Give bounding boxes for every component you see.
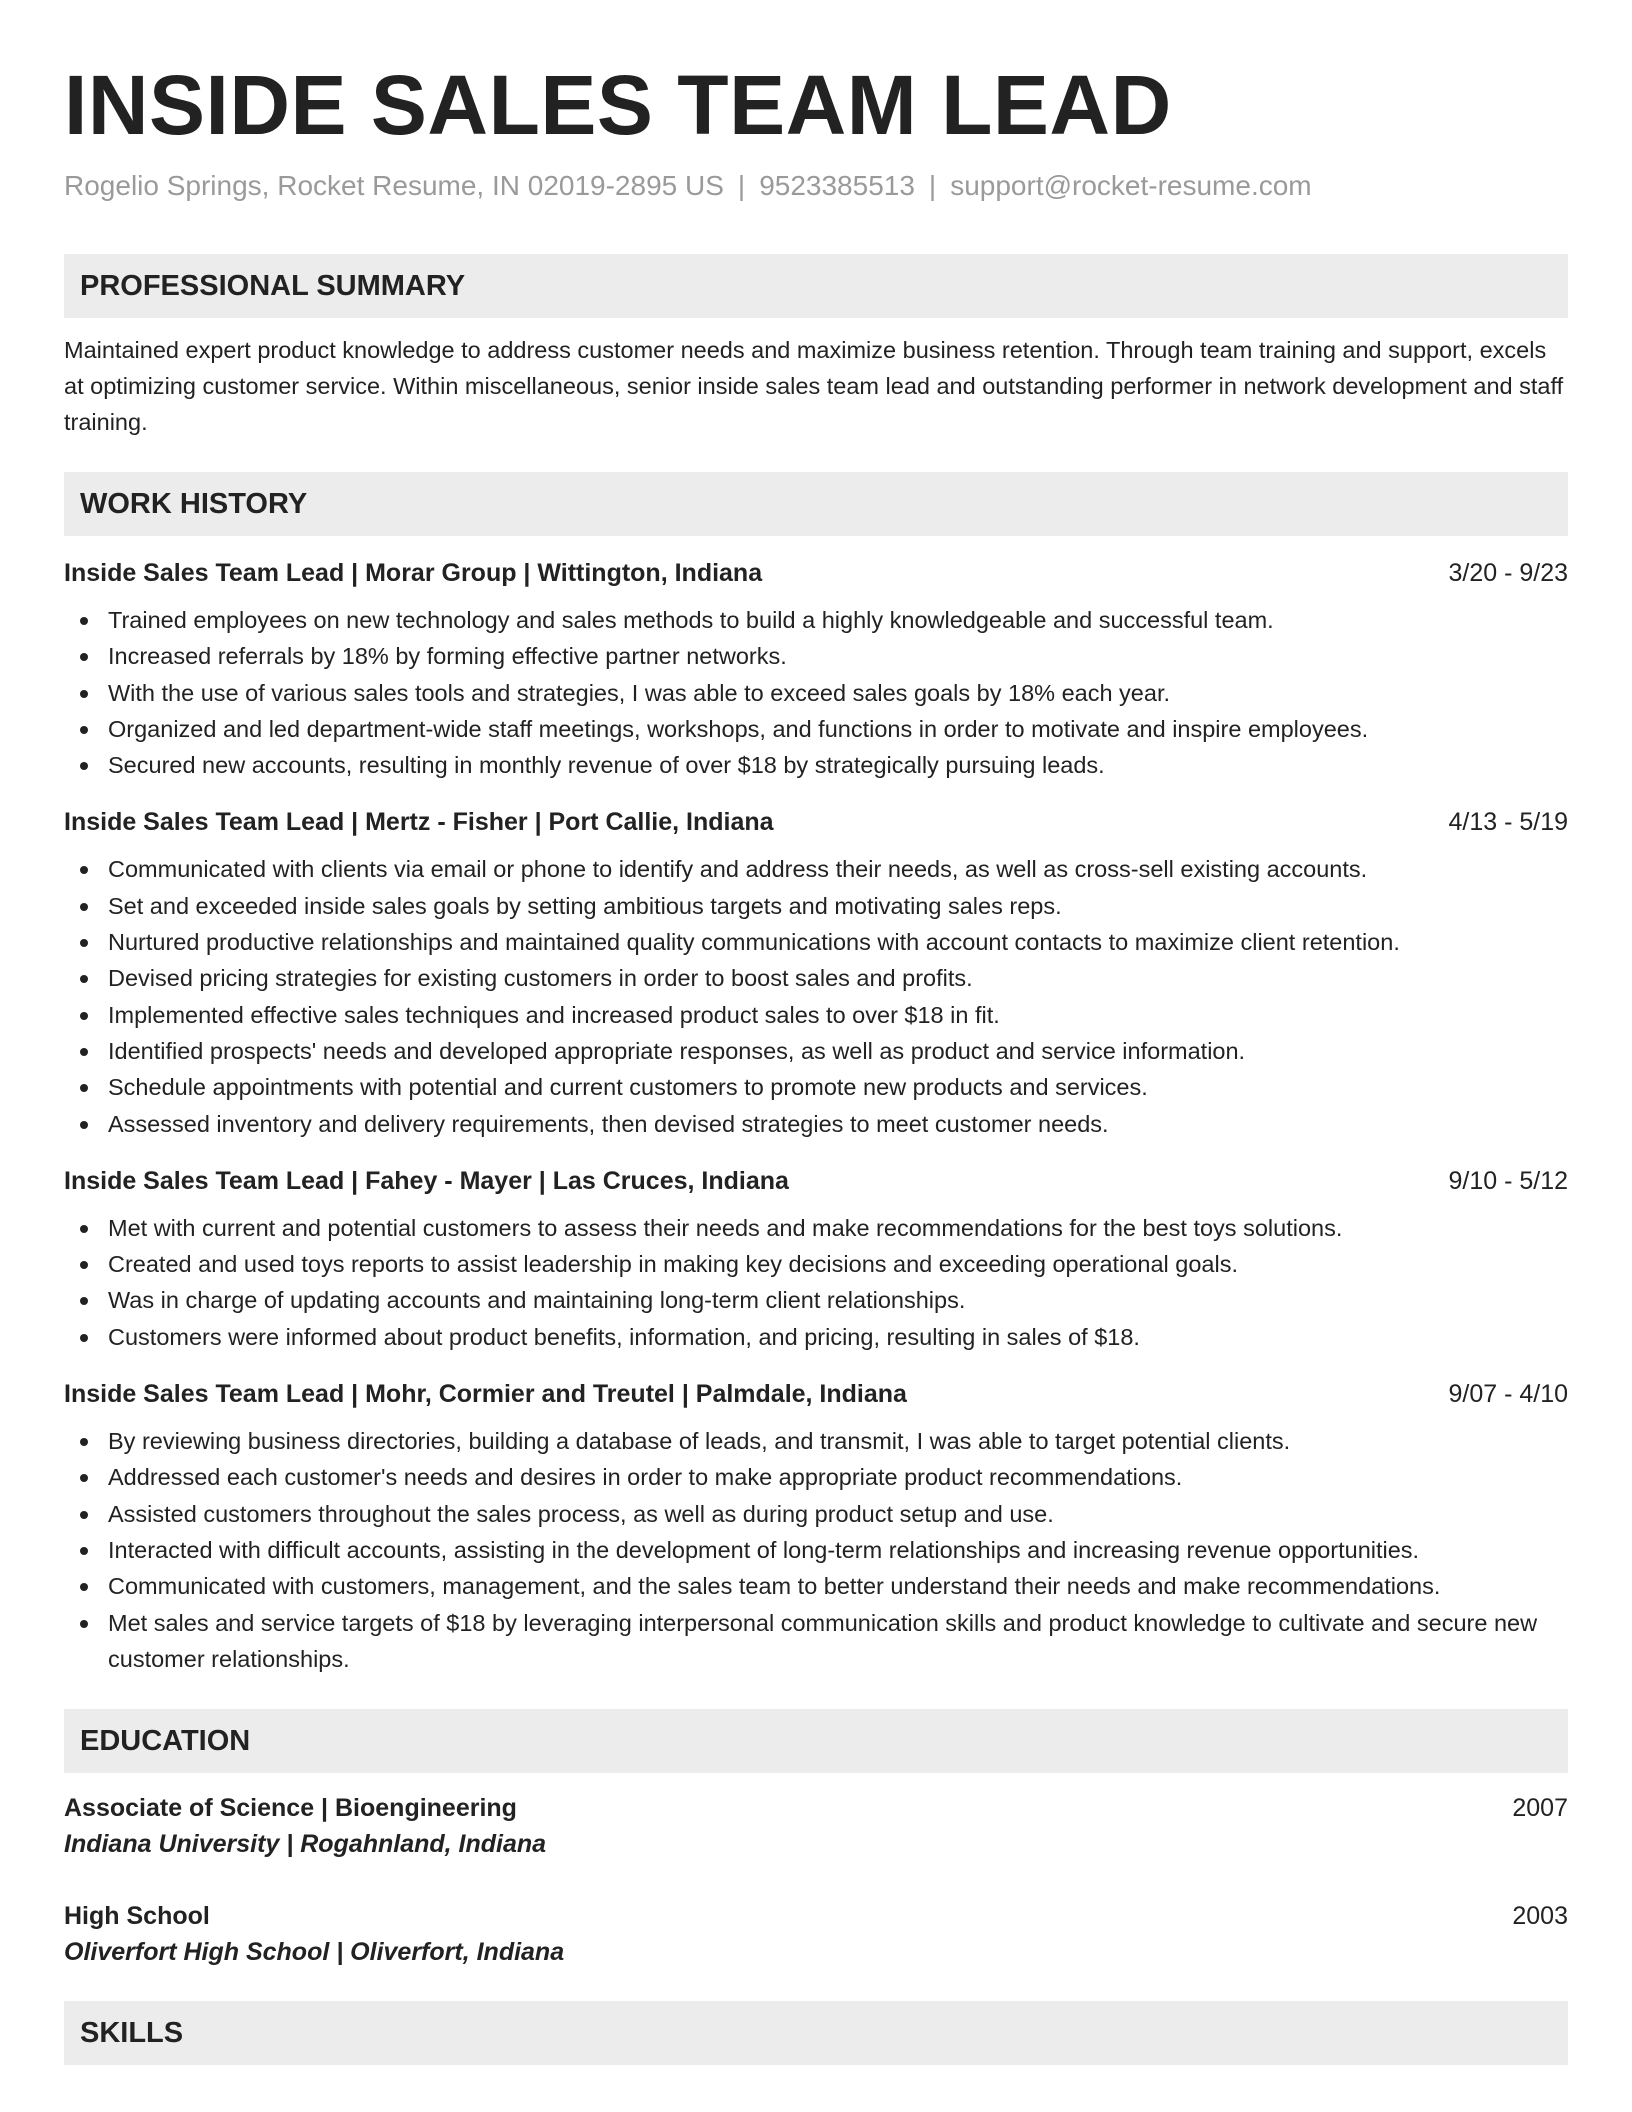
list-item: Met with current and potential customers to assess their needs and make recommendations for the best toys solutions. [64, 1210, 1568, 1246]
job-entry [64, 1377, 1568, 1677]
education-entry [64, 1899, 1568, 1971]
list-item: With the use of various sales tools and strategies, I was able to exceed sales goals by 18% each year. [64, 675, 1568, 711]
job-dates: 3/20 - 9/23 [1448, 559, 1568, 587]
contact-line [64, 168, 1568, 204]
list-item: Implemented effective sales techniques and increased product sales to over $18 in fit. [64, 997, 1568, 1033]
job-bullets [64, 602, 1568, 783]
summary-text: Maintained expert product knowledge to address customer needs and maximize business retention. Through team training and support, excels at optimizing customer service. Within miscellaneous, senior inside sales team lead and outstanding performer in network development and staff training. [64, 337, 1564, 435]
education-degree: Associate of Science | Bioengineering [64, 1794, 517, 1823]
job-entry [64, 1164, 1568, 1355]
list-item: Met sales and service targets of $18 by leveraging interpersonal communication skills and product knowledge to cultivate and secure new customer relationships. [64, 1605, 1568, 1678]
job-title: Inside Sales Team Lead | Mertz - Fisher | Port Callie, Indiana [64, 808, 774, 837]
job-title: Inside Sales Team Lead | Morar Group | Wittington, Indiana [64, 559, 763, 587]
list-item: Devised pricing strategies for existing customers in order to boost sales and profits. [64, 960, 1568, 996]
education-school: Oliverfort High School | Oliverfort, Indiana [64, 1938, 565, 1967]
job-entry [64, 556, 1568, 783]
list-item: Schedule appointments with potential and current customers to promote new products and services. [64, 1069, 1568, 1105]
resume-title: INSIDE SALES TEAM LEAD [64, 58, 1172, 152]
education-degree: High School [64, 1902, 210, 1931]
list-item: Assessed inventory and delivery requirements, then devised strategies to meet customer needs. [64, 1106, 1568, 1142]
job-title: Inside Sales Team Lead | Fahey - Mayer | Las Cruces, Indiana [64, 1166, 789, 1195]
job-bullets [64, 1423, 1568, 1677]
list-item: Nurtured productive relationships and maintained quality communications with account contacts to maximize client retention. [64, 924, 1568, 960]
list-item: Increased referrals by 18% by forming effective partner networks. [64, 638, 1568, 674]
job-bullets [64, 1210, 1568, 1355]
job-title: Inside Sales Team Lead | Mohr, Cormier and Treutel | Palmdale, Indiana [64, 1380, 907, 1409]
list-item: Addressed each customer's needs and desires in order to make appropriate product recommendations. [64, 1459, 1568, 1495]
section-header-skills: SKILLS [64, 2001, 1568, 2065]
list-item: Created and used toys reports to assist leadership in making key decisions and exceeding operational goals. [64, 1246, 1568, 1282]
list-item: Organized and led department-wide staff meetings, workshops, and functions in order to motivate and inspire employees. [64, 711, 1568, 747]
section-header-summary: PROFESSIONAL SUMMARY [64, 254, 1568, 318]
education-school: Indiana University | Rogahnland, Indiana [64, 1830, 547, 1859]
job-header [64, 805, 1568, 839]
list-item: Was in charge of updating accounts and maintaining long-term client relationships. [64, 1282, 1568, 1318]
list-item: Customers were informed about product benefits, information, and pricing, resulting in sales of $18. [64, 1319, 1568, 1355]
list-item: By reviewing business directories, building a database of leads, and transmit, I was able to target potential clients. [64, 1423, 1568, 1459]
list-item: Secured new accounts, resulting in monthly revenue of over $18 by strategically pursuing leads. [64, 747, 1568, 783]
contact-separator: | [928, 170, 937, 201]
list-item: Interacted with difficult accounts, assisting in the development of long-term relationships and increasing revenue opportunities. [64, 1532, 1568, 1568]
education-year: 2003 [1512, 1902, 1568, 1931]
education-header [64, 1791, 1568, 1825]
job-header [64, 1164, 1568, 1198]
contact-phone: 9523385513 [759, 170, 915, 201]
list-item: Communicated with clients via email or phone to identify and address their needs, as well as cross-sell existing accounts. [64, 851, 1568, 887]
education-year: 2007 [1512, 1794, 1568, 1823]
job-header [64, 556, 1568, 590]
contact-separator: | [737, 170, 746, 201]
section-header-education: EDUCATION [64, 1709, 1568, 1773]
list-item: Trained employees on new technology and sales methods to build a highly knowledgeable and successful team. [64, 602, 1568, 638]
contact-address: Rogelio Springs, Rocket Resume, IN 02019-2895 US [64, 170, 724, 201]
contact-email: support@rocket-resume.com [950, 170, 1312, 201]
job-dates: 9/07 - 4/10 [1448, 1380, 1568, 1409]
section-header-work-history: WORK HISTORY [64, 472, 1568, 536]
job-header [64, 1377, 1568, 1411]
job-dates: 9/10 - 5/12 [1448, 1166, 1568, 1195]
list-item: Set and exceeded inside sales goals by setting ambitious targets and motivating sales reps. [64, 888, 1568, 924]
job-entry [64, 805, 1568, 1141]
job-bullets [64, 851, 1568, 1141]
education-entry [64, 1791, 1568, 1863]
job-dates: 4/13 - 5/19 [1448, 808, 1568, 837]
list-item: Communicated with customers, management, and the sales team to better understand their needs and make recommendations. [64, 1568, 1568, 1604]
list-item: Identified prospects' needs and developed appropriate responses, as well as product and service information. [64, 1033, 1568, 1069]
list-item: Assisted customers throughout the sales process, as well as during product setup and use. [64, 1496, 1568, 1532]
education-header [64, 1899, 1568, 1933]
